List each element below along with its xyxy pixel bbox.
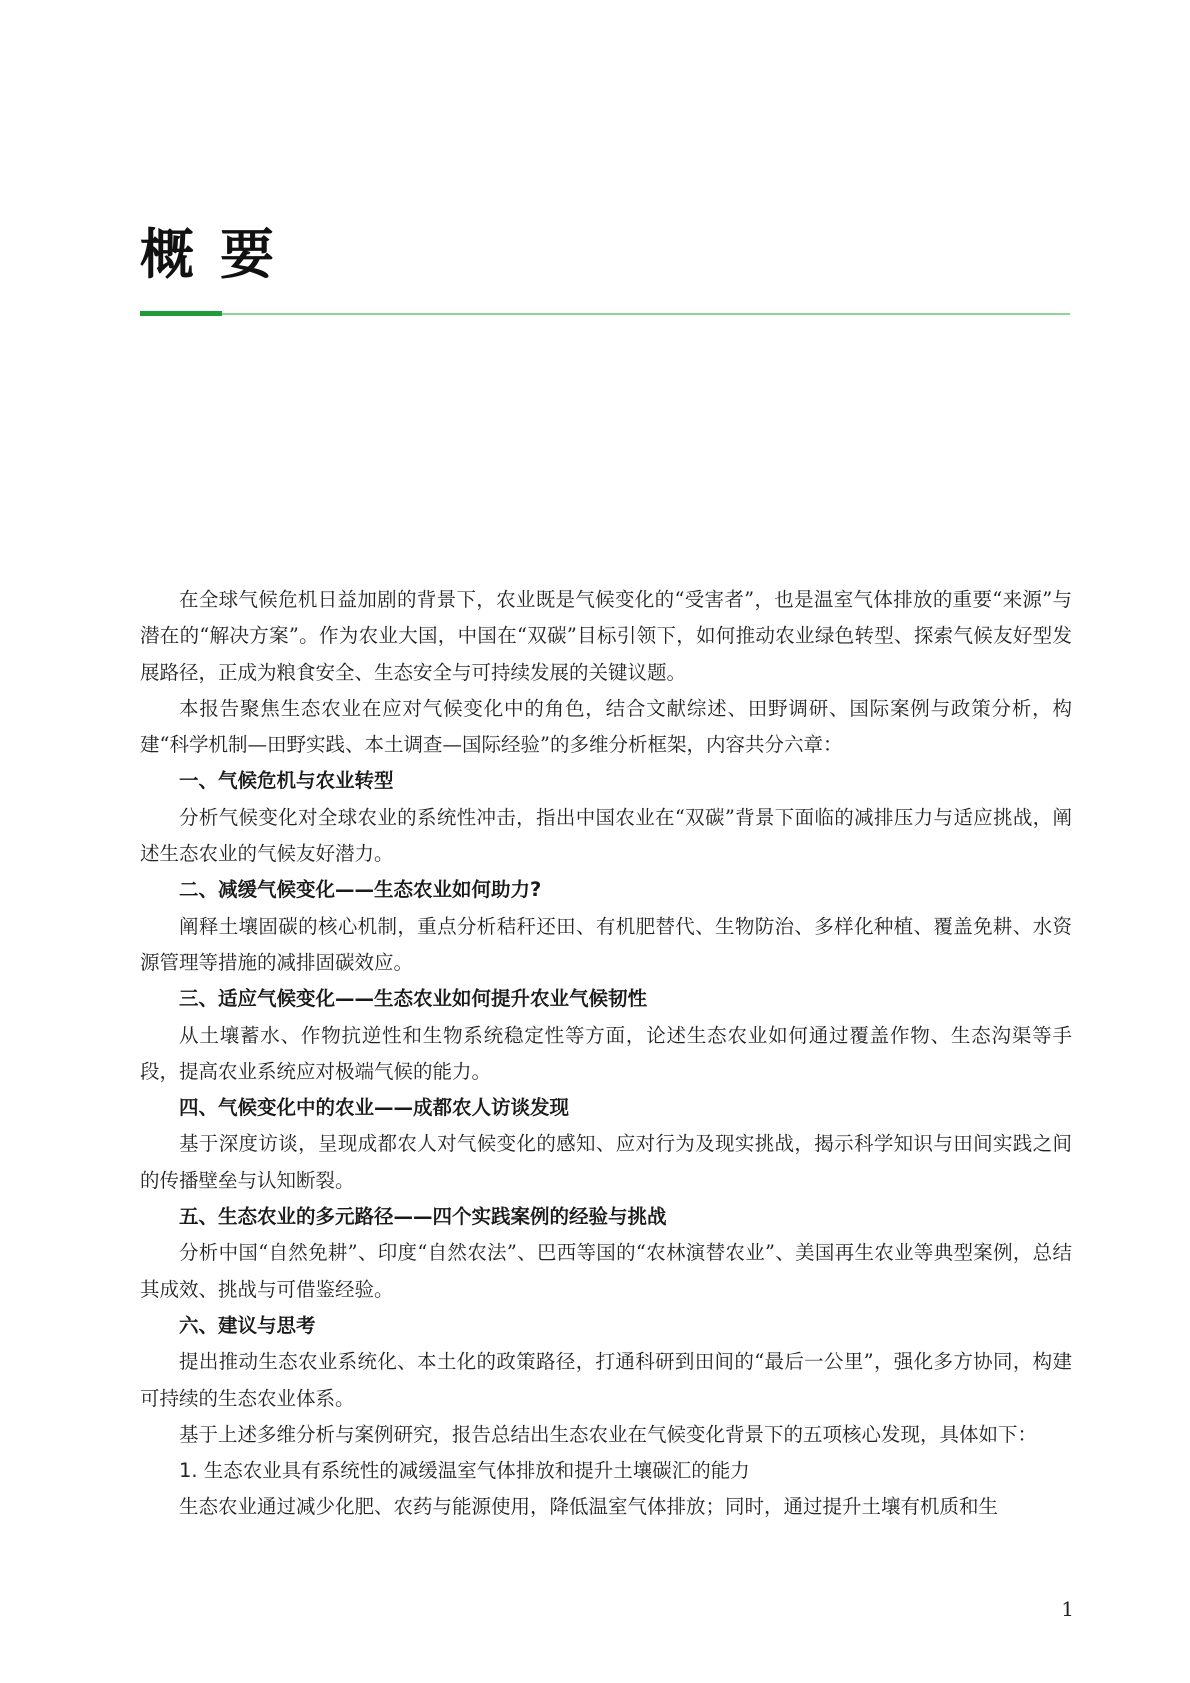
chapter-4-heading: 四、气候变化中的农业——成都农人访谈发现 bbox=[179, 1096, 570, 1120]
title-divider bbox=[140, 313, 1070, 315]
chapter-1-heading: 一、气候危机与农业转型 bbox=[179, 769, 394, 793]
title-divider-accent bbox=[140, 311, 222, 316]
chapter-6-text: 提出推动生态农业系统化、本土化的政策路径，打通科研到田间的“最后一公里”，强化多方协同，构建可持续的生态农业体系。 bbox=[140, 1350, 1072, 1410]
summary-intro: 基于上述多维分析与案例研究，报告总结出生态农业在气候变化背景下的五项核心发现，具体如下： bbox=[179, 1422, 1038, 1446]
chapter-2-heading: 二、减缓气候变化——生态农业如何助力? bbox=[179, 878, 542, 902]
finding-1-heading: 1. 生态农业具有系统性的减缓温室气体排放和提升土壤碳汇的能力 bbox=[179, 1459, 750, 1483]
chapter-3-heading: 三、适应气候变化——生态农业如何提升农业气候韧性 bbox=[179, 987, 648, 1011]
chapter-1-text: 分析气候变化对全球农业的系统性冲击，指出中国农业在“双碳”背景下面临的减排压力与适应挑战，阐述生态农业的气候友好潜力。 bbox=[140, 805, 1072, 866]
chapter-2-text: 阐释土壤固碳的核心机制，重点分析秸秆还田、有机肥替代、生物防治、多样化种植、覆盖免耕、水资源管理等措施的减排固碳效应。 bbox=[140, 914, 1072, 974]
chapter-4-text: 基于深度访谈，呈现成都农人对气候变化的感知、应对行为及现实挑战，揭示科学知识与田间实践之间的传播壁垒与认知断裂。 bbox=[140, 1132, 1072, 1192]
chapter-3-text: 从土壤蓄水、作物抗逆性和生物系统稳定性等方面，论述生态农业如何通过覆盖作物、生态沟渠等手段，提高农业系统应对极端气候的能力。 bbox=[140, 1023, 1072, 1083]
document-body bbox=[140, 582, 1072, 1526]
chapter-5-text: 分析中国“自然免耕”、印度“自然农法”、巴西等国的“农林演替农业”、美国再生农业等典型案例，总结其成效、挑战与可借鉴经验。 bbox=[140, 1241, 1072, 1301]
finding-1-text: 生态农业通过减少化肥、农药与能源使用，降低温室气体排放；同时，通过提升土壤有机质和生 bbox=[179, 1495, 999, 1519]
chapter-6-heading: 六、建议与思考 bbox=[179, 1313, 316, 1337]
intro-paragraph-2: 本报告聚焦生态农业在应对气候变化中的角色，结合文献综述、田野调研、国际案例与政策分析，构建“科学机制—田野实践、本土调查—国际经验”的多维分析框架，内容共分六章： bbox=[140, 696, 1072, 757]
chapter-5-heading: 五、生态农业的多元路径——四个实践案例的经验与挑战 bbox=[179, 1205, 667, 1229]
page-number: 1 bbox=[1061, 1597, 1074, 1621]
page-title: 概要 bbox=[140, 222, 300, 286]
intro-paragraph-1: 在全球气候危机日益加剧的背景下，农业既是气候变化的“受害者”，也是温室气体排放的重要“来源”与潜在的“解决方案”。作为农业大国，中国在“双碳”目标引领下，如何推动农业绿色转型、探索气候友好型发展路径，正成为粮食安全、生态安全与可持续发展的关键议题。 bbox=[140, 588, 1072, 684]
